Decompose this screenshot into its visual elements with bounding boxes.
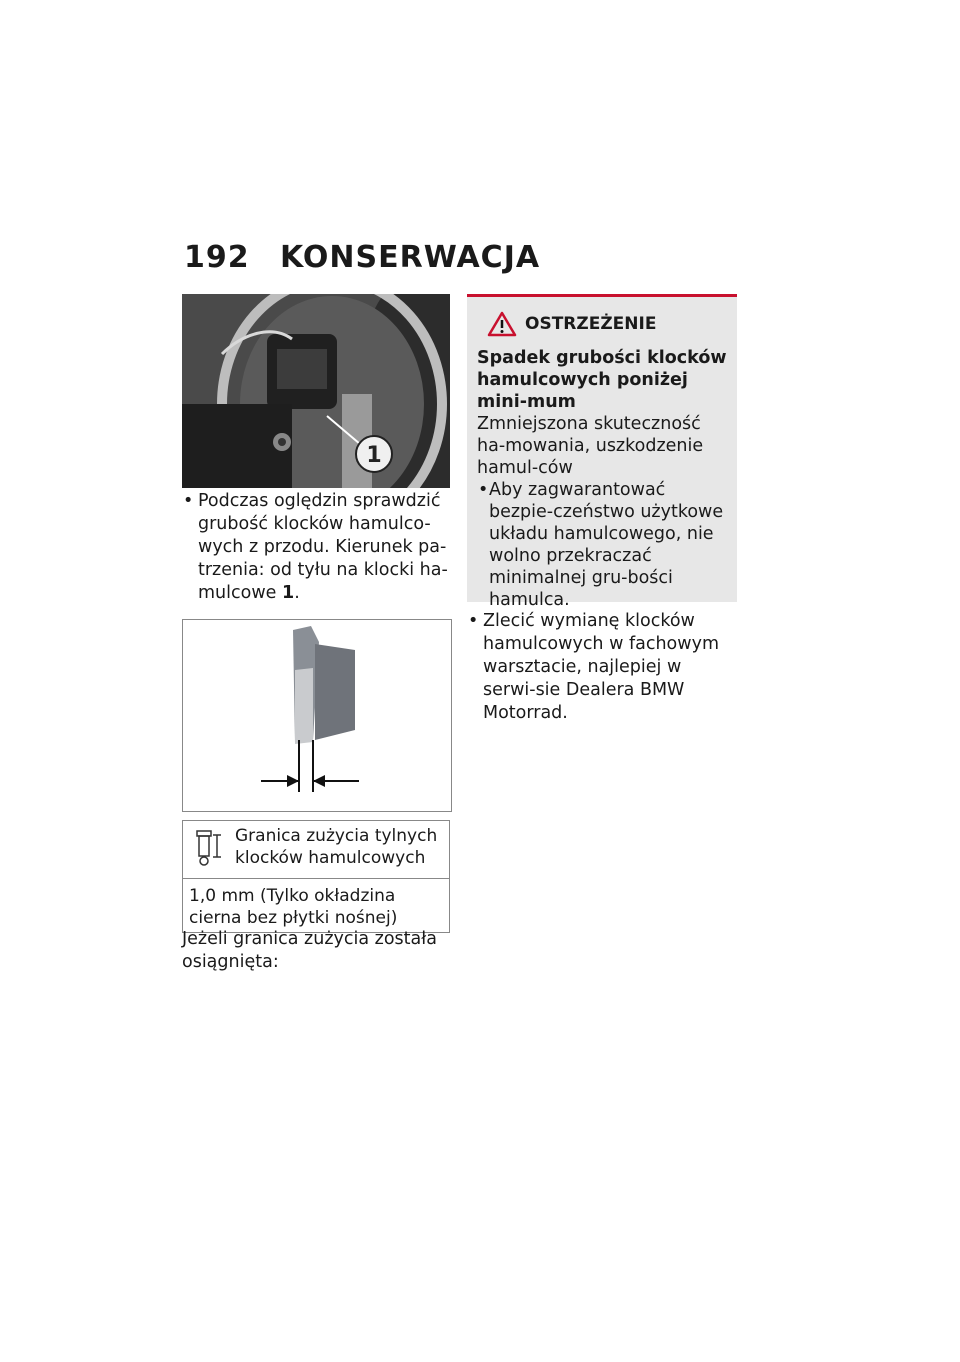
warning-bullet: • Aby zagwarantować bezpie-czeństwo użytkowe układu hamulcowego, nie wolno przekraczać minimalnej gru-bości hamulca.	[477, 479, 727, 611]
warning-label	[487, 311, 727, 337]
warning-triangle-icon	[487, 311, 517, 337]
wear-limit-spec	[182, 820, 450, 933]
spec-value: 1,0 mm (Tylko okładzina cierna bez płytki nośnej)	[189, 886, 398, 928]
brake-pad-illustration	[183, 620, 451, 811]
brake-pad-icon	[187, 825, 235, 873]
warning-box	[467, 294, 737, 610]
warning-label-text: OSTRZEŻENIE	[525, 314, 657, 334]
brake-pad-diagram	[182, 619, 452, 812]
brake-caliper-illustration	[182, 294, 450, 488]
warning-body: Zmniejszona skuteczność ha-mowania, uszkodzenie hamul-ców	[477, 414, 704, 478]
list-item: • Zlecić wymianę klocków hamulcowych w fachowym warsztacie, najlepiej w serwi-sie Dealera BMW Motorrad.	[467, 610, 737, 725]
page-header	[184, 240, 540, 275]
left-bullets	[182, 490, 452, 605]
section-title: KONSERWACJA	[280, 240, 541, 275]
warning-heading: Spadek grubości klocków hamulcowych poniżej mini-mum	[477, 348, 727, 412]
callout-ref: 1	[282, 583, 295, 603]
list-item: • Podczas oględzin sprawdzić grubość klocków hamulco-wych z przodu. Kierunek pa-trzenia: od tyłu na klocki ha-mulcowe 1.	[182, 490, 452, 605]
page-number: 192	[184, 240, 250, 275]
right-bullets	[467, 610, 737, 725]
spec-header	[183, 821, 449, 879]
spec-title: Granica zużycia tylnych klocków hamulcowych	[235, 826, 438, 868]
photo-callout: 1	[366, 443, 382, 468]
brake-caliper-photo	[182, 294, 450, 488]
condition-text: Jeżeli granica zużycia została osiągnięta:	[182, 929, 437, 972]
